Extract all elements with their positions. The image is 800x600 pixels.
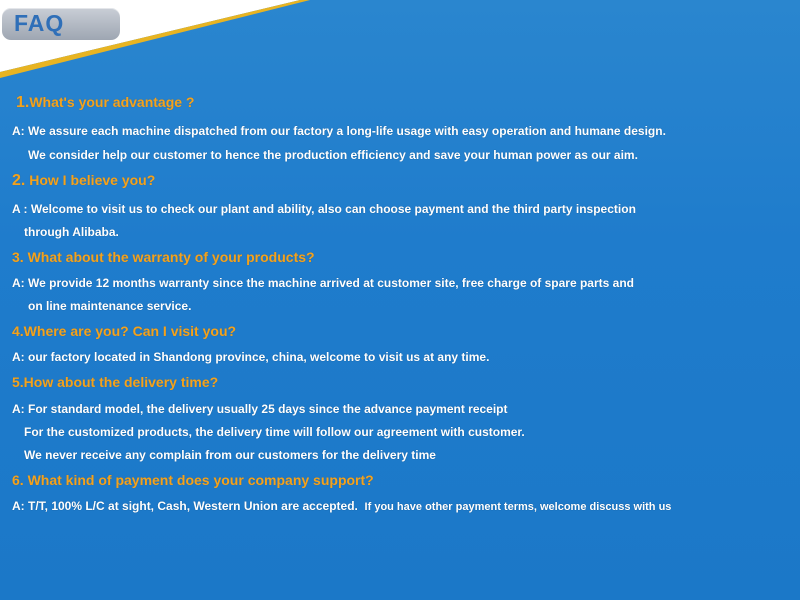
faq-answer-1-line-1: A: We assure each machine dispatched from our factory a long-life usage with easy operation and humane design. — [12, 124, 666, 138]
header-banner — [0, 0, 800, 80]
faq-answer-2-line-1: A : Welcome to visit us to check our plant and ability, also can choose payment and the third party inspection — [12, 202, 636, 216]
answer-note: If you have other payment terms, welcome discuss with us — [364, 501, 672, 513]
faq-answer-3-line-2: on line maintenance service. — [28, 299, 192, 313]
faq-answer-3-line-1: A: We provide 12 months warranty since the machine arrived at customer site, free charge of spare parts and — [12, 276, 634, 290]
question-text: How I believe you? — [25, 172, 156, 188]
faq-answer-6-line-1 — [12, 499, 671, 513]
question-number: 2. — [12, 172, 26, 189]
question-text: What's your advantage ? — [29, 94, 195, 110]
faq-answer-2-line-2: through Alibaba. — [24, 225, 119, 239]
faq-question-2 — [12, 172, 155, 190]
faq-answer-5-line-2: For the customized products, the delivery time will follow our agreement with customer. — [24, 425, 525, 439]
page-title: FAQ — [14, 10, 65, 36]
faq-question-3: 3. What about the warranty of your products? — [12, 249, 315, 265]
question-number: 1. — [16, 94, 30, 111]
faq-question-4: 4.Where are you? Can I visit you? — [12, 323, 237, 339]
answer-text: A: T/T, 100% L/C at sight, Cash, Western Union are accepted. — [12, 499, 358, 513]
faq-answer-5-line-3: We never receive any complain from our customers for the delivery time — [24, 448, 436, 462]
faq-answer-4-line-1: A: our factory located in Shandong province, china, welcome to visit us at any time. — [12, 350, 490, 364]
faq-badge — [2, 8, 120, 40]
faq-question-1 — [16, 94, 194, 112]
faq-question-6: 6. What kind of payment does your company support? — [12, 472, 374, 488]
faq-question-5: 5.How about the delivery time? — [12, 374, 219, 390]
faq-answer-5-line-1: A: For standard model, the delivery usually 25 days since the advance payment receipt — [12, 402, 508, 416]
faq-answer-1-line-2: We consider help our customer to hence the production efficiency and save your human power as our aim. — [28, 148, 638, 162]
